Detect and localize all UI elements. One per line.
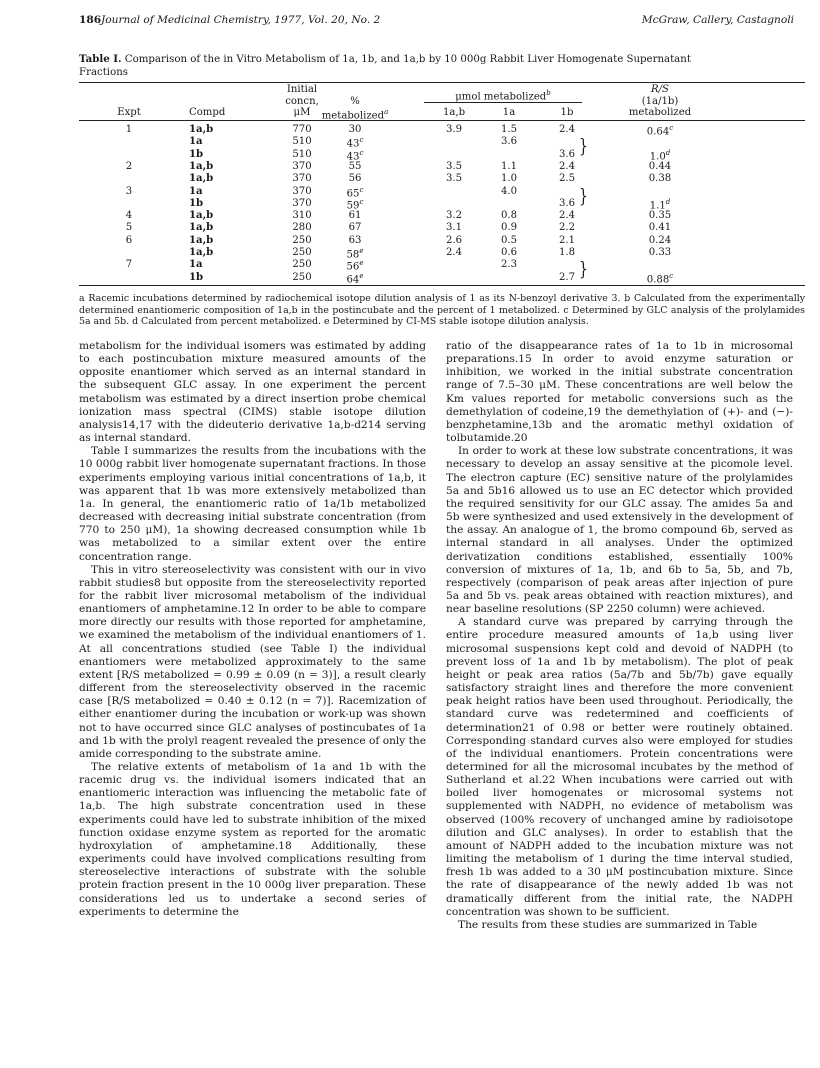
- cell-umol-a: 0.6: [500, 247, 518, 258]
- table-label: Table I.: [79, 53, 122, 65]
- cell-conc: 280: [292, 222, 312, 234]
- running-head: [79, 8, 804, 28]
- paragraph: The relative extents of metabolism of 1a and 1b with the racemic drug vs. the individual isomers indicated that an enantiomeric interaction was influencing the metabolic fate of 1a,b. The high substrate concentration used in these experiments could have led to substrate inhibition of the mixed function oxidase enzyme system as reported for the aromatic hydroxylation of amphetamine.18 Additionally, these experiments could have involved complications resulting from stereoselective interactions of substrate with the soluble protein fraction present in the 10 000g liver preparation. These considerations led us to undertake a second series of experiments to determine the: [79, 761, 426, 918]
- cell-umol-a: 3.6: [500, 136, 518, 148]
- table-footnotes: a Racemic incubations determined by radiochemical isotope dilution analysis of 1 as its N-benzoyl derivative 3. b Calculated from the experimentally determined enantiomeric composition of 1a,b in the postincubate and the percent of 1 metabolized. c Determined by GLC analysis of the prolylamides 5a and 5b. d Calculated from percent metabolized. e Determined by CI-MS stable isotope dilution analysis.: [79, 293, 805, 327]
- table-title: Comparison of the in Vitro Metabolism of 1a, 1b, and 1a,b by 10 000g Rabbit Liver Homogenate Supernatant Fractions: [79, 54, 691, 78]
- cell-conc: 370: [292, 173, 312, 185]
- header-rs-1: R/S: [651, 84, 669, 95]
- header-initial-1: Initial: [286, 84, 318, 95]
- cell-compd: 1a,b: [189, 173, 214, 185]
- author-list: McGraw, Callery, Castagnoli: [641, 14, 794, 26]
- brace-icon: }: [579, 259, 588, 281]
- cell-conc: 250: [292, 234, 312, 246]
- header-initial-2: concn,: [285, 95, 319, 107]
- cell-umol-ab: 2.6: [445, 234, 463, 246]
- cell-rs: 0.41: [648, 222, 672, 234]
- cell-compd: 1a,b: [189, 222, 214, 234]
- cell-compd: 1b: [189, 271, 204, 283]
- cell-pct: 67: [348, 222, 362, 234]
- cell-pct: 59$^c$: [346, 197, 364, 212]
- cell-umol-a: 0.8: [500, 210, 518, 222]
- header-rs-2: (1a/1b): [641, 95, 679, 107]
- cell-umol-a: 0.9: [500, 222, 518, 234]
- header-sub-a: 1a: [502, 107, 516, 118]
- cell-compd: 1a,b: [189, 247, 214, 258]
- cell-umol-a: 4.0: [500, 185, 518, 197]
- cell-compd: 1a: [189, 259, 203, 271]
- cell-compd: 1b: [189, 148, 204, 160]
- cell-umol-b: 2.4: [558, 210, 576, 222]
- cell-conc: 370: [292, 160, 312, 172]
- cell-umol-b: 2.4: [558, 124, 576, 135]
- header-rs-3: metabolized: [628, 107, 692, 118]
- cell-umol-b: 2.1: [558, 234, 576, 246]
- cell-pct: 56e: [346, 259, 364, 273]
- cell-pct: 55: [348, 160, 362, 172]
- header-span-rule: [424, 102, 582, 103]
- cell-expt: 6: [125, 234, 133, 246]
- cell-expt: 2: [125, 160, 133, 172]
- cell-compd: 1a,b: [189, 160, 214, 172]
- cell-pct: 58e: [346, 247, 364, 261]
- cell-rs: 0.35: [648, 210, 672, 222]
- cell-conc: 250: [292, 247, 312, 258]
- cell-expt: 4: [125, 210, 133, 222]
- cell-compd: 1a,b: [189, 234, 214, 246]
- cell-conc: 370: [292, 197, 312, 209]
- cell-conc: 770: [292, 124, 312, 135]
- brace-icon: }: [579, 136, 588, 158]
- cell-umol-a: 2.3: [500, 259, 518, 271]
- paragraph: A standard curve was prepared by carrying through the entire procedure measured amounts of 1a,b using liver microsomal suspensions kept cold and devoid of NADPH (to prevent loss of 1a and 1b by metabolism). The plot of peak height or peak area ratios (5a/7b and 5b/7b) gave equally satisfactory straight lines and therefore the more convenient peak height ratios have been used throughout. Periodically, the standard curve was redetermined and coefficients of determination21 of 0.98 or better were routinely obtained. Corresponding standard curves also were employed for studies of the individual enantiomers. Protein concentrations were determined for all the microsomal incubates by the method of Sutherland et al.22 When incubations were carried out with boiled liver homogenates or microsomal systems not supplemented with NADPH, no evidence of metabolism was observed (100% recovery of unchanged amine by radioisotope dilution and GLC analyses). In order to establish that the amount of NADPH added to the incubation mixture was not limiting the metabolism of 1 during the time interval studied, fresh 1b was added to a 30 μM postincubation mixture. Since the rate of disappearance of the newly added 1b was not dramatically different from the initial rate, the NADPH concentration was shown to be sufficient.: [446, 616, 793, 918]
- cell-umol-b: 3.6: [558, 197, 576, 209]
- cell-umol-ab: 3.5: [445, 173, 463, 185]
- cell-rs: 1.0$^d$: [649, 148, 671, 162]
- cell-pct: 63: [348, 234, 362, 246]
- cell-rs: 0.38: [648, 173, 672, 185]
- cell-conc: 370: [292, 185, 312, 197]
- cell-pct: 64e: [346, 271, 364, 285]
- paragraph: This in vitro stereoselectivity was consistent with our in vivo rabbit studies8 but opposite from the stereoselectivity reported for the rabbit liver microsomal metabolism of the individual enantiomers of amphetamine.12 In order to be able to compare more directly our results with those reported for amphetamine, we examined the metabolism of the individual enantiomers of 1. At all concentrations studied (see Table I) the individual enantiomers were metabolized approximately to the same extent [R/S metabolized = 0.99 ± 0.09 (n = 3)], a result clearly different from the stereoselectivity observed in the racemic case [R/S metabolized = 0.40 ± 0.12 (n = 7)]. Racemization of either enantiomer during the incubation or work-up was shown not to have occurred since GLC analyses of postincubates of 1a and 1b with the prolyl reagent revealed the presence of only the amide corresponding to the substrate amine.: [79, 563, 426, 760]
- paragraph: Table I summarizes the results from the incubations with the 10 000g rabbit liver homogenate supernatant fractions. In those experiments employing various initial concentrations of 1a,b, it was apparent that 1b was more extensively metabolized than 1a. In general, the enantiomeric ratio of 1a/1b metabolized decreased with decreasing initial substrate concentration (from 770 to 250 μM), 1a showing decreased consumption while 1b was metabolized to a similar extent over the entire concentration range.: [79, 445, 426, 563]
- table-bottom-rule: [79, 285, 805, 286]
- body-right-column: [446, 340, 793, 932]
- cell-rs: 0.33: [648, 247, 672, 258]
- header-umol: μmol metabolized$^b$: [455, 89, 551, 103]
- cell-pct: 30: [348, 124, 362, 135]
- cell-umol-a: 1.0: [500, 173, 518, 185]
- cell-rs: 1.1$^d$: [649, 197, 671, 212]
- cell-compd: 1a: [189, 136, 203, 148]
- brace-icon: }: [579, 186, 588, 207]
- paragraph: ratio of the disappearance rates of 1a to 1b in microsomal preparations.15 In order to avoid enzyme saturation or inhibition, we worked in the initial substrate concentration range of 7.5–30 μM. These concentrations are well below the Km values reported for metabolic conversions such as the demethylation of codeine,19 the demethylation of (+)- and (−)-benzphetamine,13b and the aromatic methyl oxidation of tolbutamide.20: [446, 340, 793, 445]
- cell-conc: 310: [292, 210, 312, 222]
- cell-expt: 1: [125, 124, 133, 135]
- cell-compd: 1a,b: [189, 210, 214, 222]
- cell-compd: 1a,b: [189, 124, 214, 135]
- header-pct-2: metabolized$^a$: [321, 108, 389, 122]
- cell-expt: 3: [125, 185, 133, 197]
- cell-umol-ab: 3.9: [445, 124, 463, 135]
- cell-umol-b: 2.5: [558, 173, 576, 185]
- table-caption: [79, 53, 739, 79]
- paragraph: The results from these studies are summarized in Table: [458, 918, 758, 931]
- cell-conc: 250: [292, 259, 312, 271]
- table-header-rule: [79, 120, 805, 121]
- table-top-rule: [79, 82, 805, 83]
- cell-umol-ab: 3.1: [445, 222, 463, 234]
- cell-conc: 510: [292, 136, 312, 148]
- header-compd: Compd: [189, 107, 226, 118]
- paragraph: In order to work at these low substrate concentrations, it was necessary to develop an assay sensitive at the picomole level. The electron capture (EC) sensitive nature of the prolylamides 5a and 5b16 allowed us to use an EC detector which provided the required sensitivity for our GLC assay. The amides 5a and 5b were synthesized and used extensively in the development of the assay. An analogue of 1, the bromo compound 6b, served as internal standard in all analyses. Under the optimized derivatization conditions established, essentially 100% conversion of mixtures of 1a, 1b, and 6b to 5a, 5b, and 7b, respectively (comparison of peak areas after injection of pure 5a and 5b vs. peak areas obtained with reaction mixtures), and near baseline resolutions (SP 2250 column) were achieved.: [446, 445, 793, 616]
- cell-umol-a: 0.5: [500, 234, 518, 246]
- header-pct-1: %: [350, 95, 360, 107]
- cell-rs: 0.64$^c$: [646, 124, 674, 138]
- cell-umol-b: 2.4: [558, 160, 576, 172]
- cell-umol-b: 3.6: [558, 148, 576, 160]
- body-left-column: [79, 340, 426, 919]
- cell-expt: 7: [125, 259, 133, 271]
- cell-umol-b: 2.2: [558, 222, 576, 234]
- header-expt: Expt: [117, 107, 141, 118]
- cell-rs: 0.24: [648, 234, 672, 246]
- header-initial-3: μM: [293, 107, 311, 118]
- cell-umol-ab: 3.5: [445, 160, 463, 172]
- cell-umol-b: 2.7: [558, 271, 576, 283]
- header-sub-ab: 1a,b: [442, 107, 466, 118]
- page-number: 186: [79, 14, 102, 26]
- cell-expt: 5: [125, 222, 133, 234]
- cell-compd: 1b: [189, 197, 204, 209]
- cell-rs: 0.44: [648, 160, 672, 172]
- cell-pct: 65$^c$: [346, 185, 364, 199]
- cell-rs: 0.88$^c$: [646, 271, 674, 285]
- journal-citation: Journal of Medicinal Chemistry, 1977, Vol. 20, No. 2: [101, 14, 381, 26]
- cell-pct: 43$^c$: [346, 136, 364, 150]
- cell-umol-ab: 2.4: [445, 247, 463, 258]
- cell-umol-a: 1.5: [500, 124, 518, 135]
- cell-conc: 250: [292, 271, 312, 283]
- cell-pct: 43$^c$: [346, 148, 364, 162]
- cell-conc: 510: [292, 148, 312, 160]
- cell-umol-a: 1.1: [500, 160, 518, 172]
- cell-compd: 1a: [189, 185, 203, 197]
- cell-umol-b: 1.8: [558, 247, 576, 258]
- cell-pct: 61: [348, 210, 362, 222]
- paragraph: metabolism for the individual isomers was estimated by adding to each postincubation mixture measured amounts of the opposite enantiomer which served as an internal standard in the subsequent GLC assay. In one experiment the percent metabolism was estimated by a direct insertion probe chemical ionization mass spectral (CIMS) stable isotope dilution analysis14,17 with the dideuterio derivative 1a,b-d214 serving as internal standard.: [79, 340, 426, 445]
- cell-umol-ab: 3.2: [445, 210, 463, 222]
- header-sub-b: 1b: [560, 107, 574, 118]
- cell-pct: 56: [348, 173, 362, 185]
